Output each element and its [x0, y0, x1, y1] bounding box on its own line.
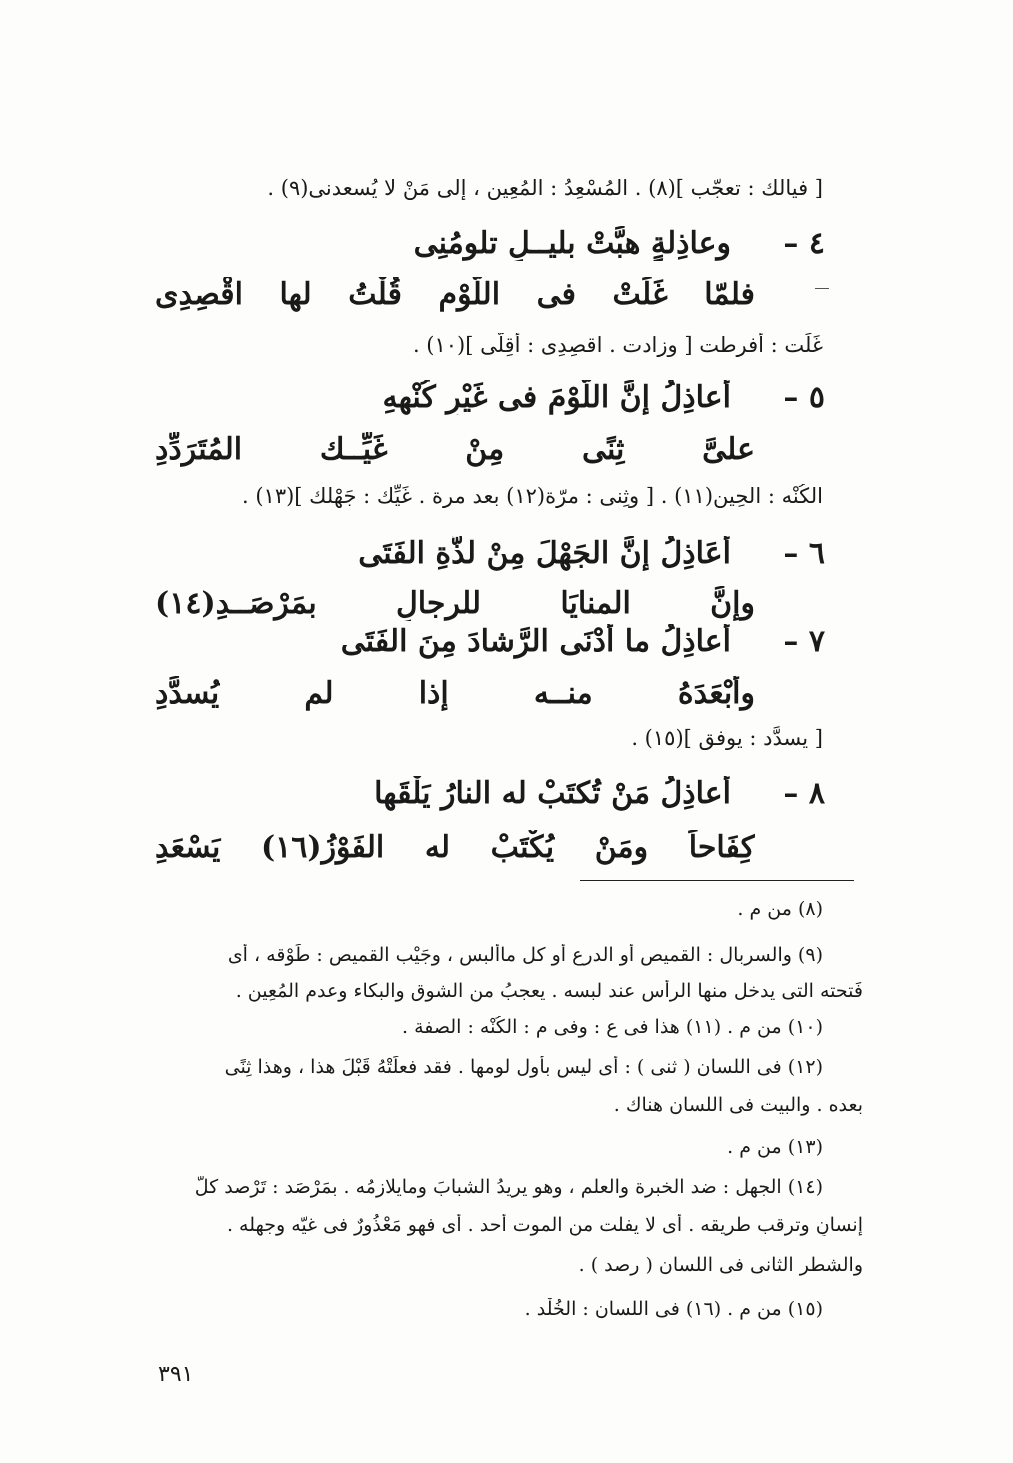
- gloss-line: [ فيالك : تعجّب ](٨) . المُسْعِدُ : المُعِين ، إلى مَنْ لا يُسعدنى(٩) .: [267, 176, 823, 200]
- footnote-line: فَتحته التى يدخل منها الرأس عند لبسه . يعجبُ من الشوق والبكاء وعدم المُعِين .: [235, 980, 863, 1002]
- gloss-line: غَلَت : أفرطت [ وزادت . اقصِدِى : أَقِلّى ](١٠) .: [412, 333, 823, 357]
- footnote-line: (١٥) من م . (١٦) فى اللسان : الخُلْد .: [524, 1298, 823, 1320]
- verse-number: ٦ –: [783, 536, 825, 571]
- footnote-line: (١٠) من م . (١١) هذا فى ع : وفى م : الكُنْه : الصفة .: [401, 1016, 823, 1038]
- verse-number: ٤ –: [783, 226, 825, 261]
- gloss-line: [ يسدَّد : يوفق ](١٥) .: [631, 726, 823, 750]
- footnote-line: إنسانٍ وترقب طريقه . أى لا يفلت من الموت أحد . أى فهو مَعْذُورٌ فى غيّه وجهله .: [226, 1214, 863, 1236]
- verse-second-hemistich: علىَّ ثِنًى مِنْ غَيِّــك المُتَرَدِّدِ: [155, 432, 755, 467]
- gloss-line: الكُنْه : الحِين(١١) . [ وثِنى : مرّة(١٢) بعد مرة . غَيِّك : جَهْلك ](١٣) .: [242, 484, 823, 508]
- footnote-line: (١٤) الجهل : ضد الخبرة والعلم ، وهو يريدُ الشبابَ ومايلازمُه . بمَرْصَد : تَرْصد كلَّ: [194, 1176, 823, 1198]
- footnote-line: بعده . والبيت فى اللسان هناك .: [613, 1094, 863, 1116]
- verse-number: ٧ –: [783, 624, 825, 659]
- verse-first-hemistich: أَعَاذِلُ إنَّ الجَهْلَ مِنْ لذَّةِ الفَتَى: [358, 536, 731, 571]
- page-number: ٣٩١: [158, 1362, 194, 1387]
- footnote-line: والشطر الثانى فى اللسان ( رصد ) .: [578, 1254, 863, 1276]
- footnote-line: (١٢) فى اللسان ( ثنى ) : أى ليس بأول لومها . فقد فعلَتْهُ قَبْلَ هذا ، وهذا ثِنًى: [224, 1056, 823, 1078]
- verse-first-hemistich: أعاذِلُ ما أَدْنَى الرَّشادَ مِنَ الفَتَى: [340, 624, 731, 659]
- footnote-separator: [580, 880, 854, 881]
- verse-second-hemistich: كِفَاحاً ومَنْ يُكْتَبْ له الفَوْزُ(١٦) يَسْعَدِ: [155, 830, 755, 865]
- verse-second-hemistich: وإنَّ المنايَا للرجالِ بمَرْصَــدِ(١٤): [155, 586, 755, 621]
- footnote-line: (٩) والسربال : القميص أو الدرع أو كل ماأُلبس ، وجَيْب القميص : طَوْقه ، أى: [227, 944, 823, 966]
- margin-mark: [815, 288, 829, 289]
- verse-first-hemistich: وعاذِلةٍ هبَّتْ بليــلٍ تلومُنِى: [413, 226, 731, 261]
- verse-first-hemistich: أَعاذِلُ مَنْ تُكتَبْ له النارُ يَلْقَها: [374, 776, 731, 811]
- footnote-line: (١٣) من م .: [727, 1136, 823, 1158]
- verse-number: ٨ –: [783, 776, 825, 811]
- verse-first-hemistich: أَعاذِلُ إنَّ اللَّوْمَ فى غَيْرِ كُنْهِهِ: [382, 380, 731, 415]
- footnote-line: (٨) من م .: [737, 898, 823, 920]
- verse-second-hemistich: وأَبْعَدَهُ منــه إذا لم يُسدَّدِ: [155, 676, 755, 711]
- verse-number: ٥ –: [783, 380, 825, 415]
- verse-second-hemistich: فلمّا غَلَتْ فى اللَّوْمِ قُلْتُ لها اقْصِدِى: [155, 277, 755, 312]
